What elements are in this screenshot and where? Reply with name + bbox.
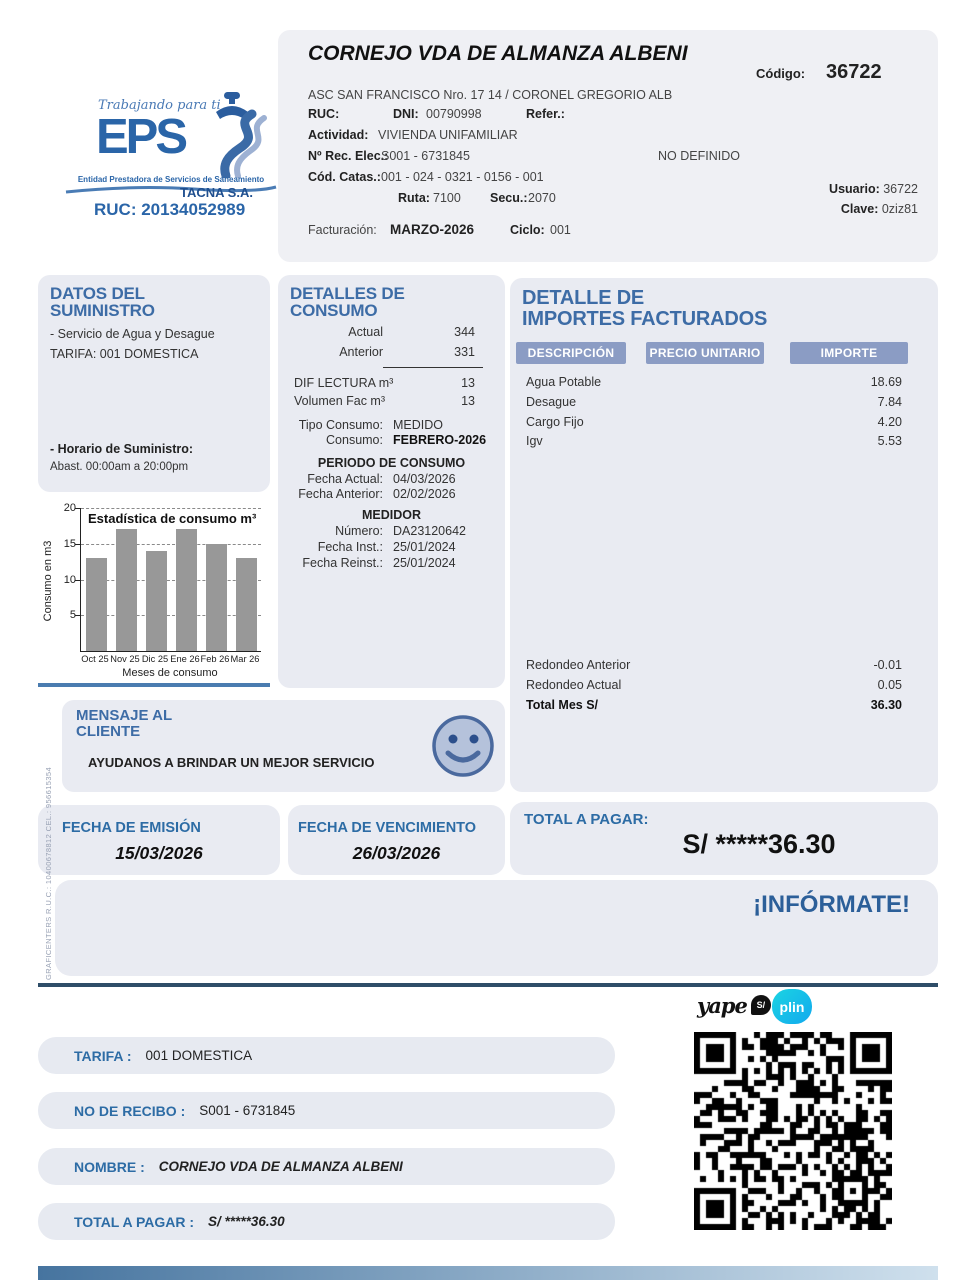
row-importe: 5.53 (877, 434, 902, 448)
datos-title-line1: DATOS DEL (50, 284, 145, 303)
total-a-pagar-value: S/ *****36.30 (682, 829, 836, 859)
chart-y-axis-label: Consumo en m3 (42, 540, 54, 622)
yape-logo (697, 993, 771, 1020)
cod-catas-value: 001 - 024 - 0321 - 0156 - 001 (381, 170, 544, 184)
chart-category-label: Ene 26 (170, 654, 200, 664)
importes-title-line2: IMPORTES FACTURADOS (522, 308, 768, 330)
dif-label: DIF LECTURA m³ (294, 376, 394, 390)
logo-tagline: Trabajando para ti (98, 98, 221, 113)
mensaje-title-line1: MENSAJE AL (76, 707, 173, 724)
cod-catas-label: Cód. Catas.: (308, 170, 381, 184)
recibo-row-value: S001 - 6731845 (199, 1103, 296, 1118)
chart-gridline (81, 544, 261, 545)
nombre-row (38, 1148, 615, 1185)
total-row-label: TOTAL A PAGAR : (74, 1213, 195, 1230)
row-desc: Agua Potable (526, 375, 602, 389)
detalles-consumo-panel (278, 275, 505, 688)
datos-title (50, 285, 155, 319)
fecha-vencimiento-label: FECHA DE VENCIMIENTO (298, 820, 477, 836)
total-a-pagar-label: TOTAL A PAGAR: (524, 811, 649, 828)
recibo-row (38, 1092, 615, 1129)
nombre-row-value: CORNEJO VDA DE ALMANZA ALBENI (158, 1159, 403, 1174)
row-importe: 4.20 (877, 415, 902, 429)
row-desc: Desague (526, 395, 577, 409)
facturacion-value: MARZO-2026 (390, 222, 475, 237)
numero-value: DA23120642 (393, 524, 466, 538)
servicio-text: - Servicio de Agua y Desague (50, 327, 215, 341)
fecha-anterior-value: 02/02/2026 (393, 487, 456, 501)
chart-bar (206, 544, 227, 651)
chart-tick-mark (75, 580, 81, 581)
fecha-vencimiento-value: 26/03/2026 (352, 843, 441, 863)
chart-tick-mark (75, 544, 81, 545)
logo-company-name: TACNA S.A. (180, 185, 253, 200)
importes-panel (510, 278, 938, 792)
column-header-importe: IMPORTE (790, 342, 908, 364)
chart-y-tick-label: 10 (63, 573, 76, 586)
anterior-value: 331 (454, 345, 475, 359)
tarifa-row (38, 1037, 615, 1074)
chart-category-label: Dic 25 (141, 654, 169, 664)
horario-value: Abast. 00:00am a 20:00pm (50, 461, 189, 473)
redondeo-actual-value: 0.05 (877, 678, 902, 692)
chart-y-tick-label: 5 (69, 609, 76, 622)
chart-underline (38, 683, 270, 687)
nombre-row-label: NOMBRE : (74, 1158, 145, 1175)
column-header-precio-unitario: PRECIO UNITARIO (646, 342, 764, 364)
row-importe: 18.69 (870, 375, 902, 389)
chart-bar (176, 529, 197, 651)
logo-brand-text: EPS (96, 110, 186, 164)
fecha-vencimiento-panel (288, 805, 505, 875)
chart-plot-area (80, 508, 261, 652)
importes-title (522, 288, 767, 330)
header-panel (278, 30, 938, 262)
plin-logo: plin (772, 989, 812, 1024)
chart-y-tick-label: 15 (63, 537, 76, 550)
secu-label: Secu.: (490, 191, 528, 205)
tarifa-row-value: 001 DOMESTICA (145, 1048, 253, 1063)
fecha-emision-label: FECHA DE EMISIÓN (62, 820, 201, 836)
anterior-label: Anterior (339, 345, 383, 359)
detalles-title-line2: CONSUMO (290, 301, 378, 320)
rec-elec-value: S001 - 6731845 (381, 149, 470, 163)
informate-text: ¡INFÓRMATE! (753, 891, 910, 918)
row-desc: Cargo Fijo (526, 415, 584, 429)
mensaje-body: AYUDANOS A BRINDAR UN MEJOR SERVICIO (88, 755, 375, 770)
dni-label: DNI: (393, 107, 419, 121)
chart-category-label: Oct 25 (81, 654, 109, 664)
ruta-value: 7100 (433, 191, 461, 205)
fecha-emision-panel (38, 805, 280, 875)
fecha-reinst-label: Fecha Reinst.: (302, 556, 383, 570)
medidor-title: MEDIDOR (361, 508, 422, 522)
chart-gridline (81, 580, 261, 581)
mensaje-title-line2: CLIENTE (76, 723, 141, 740)
row-importe: 7.84 (877, 395, 902, 409)
chart-category-label: Nov 25 (110, 654, 140, 664)
chart-x-categories (80, 654, 260, 666)
informate-panel (55, 880, 938, 976)
datos-suministro-panel (38, 275, 270, 492)
chart-gridline (81, 615, 261, 616)
actividad-label: Actividad: (308, 128, 369, 142)
ruc-label: RUC: (308, 107, 340, 121)
total-row (38, 1203, 615, 1240)
codigo-value: 36722 (826, 61, 882, 83)
secu-value: 2070 (528, 191, 556, 205)
chart-tick-mark (75, 615, 81, 616)
tipo-label: Tipo Consumo: (298, 418, 383, 432)
lectura-divider (383, 367, 483, 368)
total-a-pagar-panel (510, 802, 938, 875)
company-logo (62, 85, 280, 225)
ciclo-label: Ciclo: (510, 223, 545, 237)
payments-divider-rule (38, 983, 938, 987)
customer-address: ASC SAN FRANCISCO Nro. 17 14 / CORONEL GREGORIO ALB (308, 88, 673, 102)
chart-category-label: Mar 26 (230, 654, 260, 664)
chart-bar (146, 551, 167, 651)
redondeo-actual-label: Redondeo Actual (526, 678, 622, 692)
periodo-title: PERIODO DE CONSUMO (317, 456, 466, 470)
water-tap-icon (190, 90, 272, 178)
detalles-title-line1: DETALLES DE (290, 284, 405, 303)
clave-label: Clave: (840, 202, 879, 216)
usuario-value: 36722 (883, 182, 918, 196)
codigo-label: Código: (756, 66, 806, 81)
total-mes-label: Total Mes S/ (526, 698, 599, 712)
fecha-inst-value: 25/01/2024 (393, 540, 456, 554)
volumen-value: 13 (461, 394, 475, 408)
chart-y-tick-label: 20 (63, 502, 76, 514)
recibo-row-label: NO DE RECIBO : (74, 1102, 186, 1119)
customer-name: CORNEJO VDA DE ALMANZA ALBENI (308, 42, 688, 65)
numero-label: Número: (335, 524, 383, 538)
chart-bar (116, 529, 137, 651)
ciclo-value: 001 (550, 223, 571, 237)
qr-code (694, 1032, 892, 1230)
consumo-label: Consumo: (326, 433, 383, 447)
tarifa-text: TARIFA: 001 DOMESTICA (50, 347, 199, 361)
total-row-value: S/ *****36.30 (208, 1214, 285, 1229)
chart-y-ticks (48, 502, 76, 651)
importes-title-line1: DETALLE DE (522, 287, 645, 309)
volumen-label: Volumen Fac m³ (294, 394, 386, 408)
chart-title: Estadística de consumo m³ (88, 511, 257, 526)
actual-label: Actual (348, 325, 383, 339)
mensaje-cliente-panel (62, 700, 505, 792)
facturacion-label: Facturación: (308, 223, 377, 237)
bottom-accent-bar (38, 1266, 938, 1280)
refer-label: Refer.: (526, 107, 565, 121)
logo-ruc: RUC: 20134052989 (94, 200, 246, 219)
fecha-reinst-value: 25/01/2024 (393, 556, 456, 570)
printer-credit-text: GRAFICENTERS R.U.C.: 10400678812 CEL.: 956615354 (44, 766, 53, 980)
logo-subtitle: Entidad Prestadora de Servicios de Saneamiento (77, 175, 265, 184)
no-definido-text: NO DEFINIDO (658, 149, 740, 163)
fecha-emision-value: 15/03/2026 (115, 843, 203, 863)
tipo-value: MEDIDO (393, 418, 443, 432)
row-desc: Igv (526, 434, 543, 448)
ruta-label: Ruta: (398, 191, 430, 205)
chart-bar (86, 558, 107, 651)
mensaje-title (76, 708, 172, 740)
dni-value: 00790998 (426, 107, 482, 121)
actividad-value: VIVIENDA UNIFAMILIAR (378, 128, 518, 142)
usuario-line (829, 182, 918, 196)
fecha-anterior-label: Fecha Anterior: (298, 487, 383, 501)
yape-soles-bubble-icon: S/ (751, 995, 771, 1015)
detalles-title (290, 285, 405, 319)
total-mes-value: 36.30 (870, 698, 902, 712)
consumption-chart (40, 496, 268, 688)
chart-category-label: Feb 26 (200, 654, 230, 664)
chart-tick-mark (75, 508, 81, 509)
chart-gridline (81, 508, 261, 509)
redondeo-anterior-label: Redondeo Anterior (526, 658, 631, 672)
clave-line (841, 202, 918, 216)
chart-x-axis-label: Meses de consumo (122, 667, 218, 679)
smiley-face-icon (430, 713, 496, 779)
datos-title-line2: SUMINISTRO (50, 301, 155, 320)
fecha-actual-label: Fecha Actual: (307, 472, 383, 486)
fecha-inst-label: Fecha Inst.: (317, 540, 383, 554)
tarifa-row-label: TARIFA : (74, 1047, 132, 1064)
actual-value: 344 (454, 325, 475, 339)
redondeo-anterior-value: -0.01 (873, 658, 902, 672)
rec-elec-label: Nº Rec. Elec.: (308, 149, 389, 163)
yape-wordmark: yape (697, 993, 747, 1018)
column-header-descripcion: DESCRIPCIÓN (516, 342, 626, 364)
dif-value: 13 (461, 376, 475, 390)
chart-bar (236, 558, 257, 651)
fecha-actual-value: 04/03/2026 (393, 472, 456, 486)
clave-value: 0ziz81 (881, 202, 918, 216)
consumo-value: FEBRERO-2026 (393, 433, 487, 447)
horario-label: - Horario de Suministro: (50, 442, 194, 456)
usuario-label: Usuario: (829, 182, 880, 196)
